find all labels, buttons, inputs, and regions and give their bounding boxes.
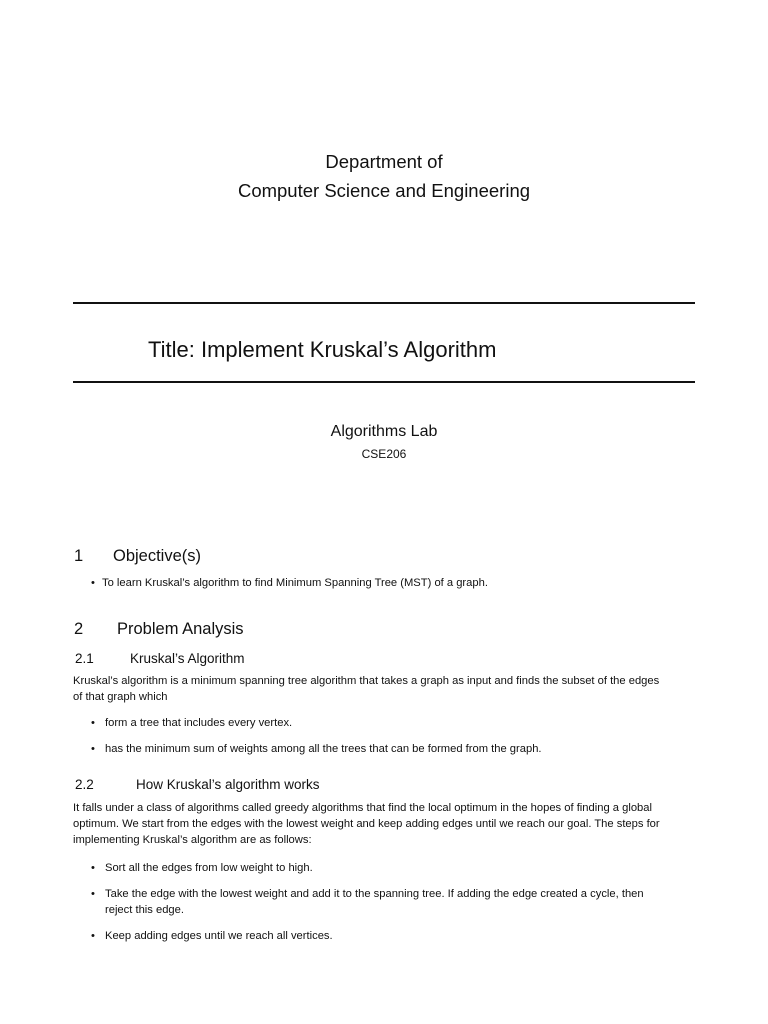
list-item-text: Sort all the edges from low weight to high. [105,862,313,874]
subsection-2-2-heading: How Kruskal’s algorithm works [136,777,320,792]
subsection-2-1-number: 2.1 [75,651,94,666]
bullet-icon: • [91,862,95,874]
bullet-icon: • [91,577,95,589]
list-item-text: has the minimum sum of weights among all the trees that can be formed from the graph. [105,743,542,755]
section-1-heading: Objective(s) [113,547,202,565]
course-code: CSE206 [361,447,407,461]
bullet-icon: • [91,930,95,942]
paragraph-2-2-line-3: implementing Kruskal’s algorithm are as follows: [73,834,312,846]
paragraph-2-2-line-2: optimum. We start from the edges with the lowest weight and keep adding edges until we reach our goal. The steps for [73,818,660,830]
section-2-heading: Problem Analysis [117,620,244,638]
section-1-number: 1 [74,547,84,565]
document-title: Title: Implement Kruskal’s Algorithm [148,337,497,362]
bullet-icon: • [91,888,95,900]
bullet-icon: • [91,743,95,755]
course-name: Algorithms Lab [330,423,438,440]
list-item-text-continued: reject this edge. [105,904,184,916]
bottom-rule [73,381,695,383]
list-item-text: Take the edge with the lowest weight and add it to the spanning tree. If adding the edge created a cycle, then [105,888,644,900]
paragraph-2-1-line-1: Kruskal’s algorithm is a minimum spanning tree algorithm that takes a graph as input and finds the subset of the edges [73,675,660,687]
subsection-2-2-number: 2.2 [75,777,94,792]
subsection-2-1-heading: Kruskal’s Algorithm [130,651,245,666]
department-line-2: Computer Science and Engineering [237,180,531,201]
list-item-text: To learn Kruskal’s algorithm to find Minimum Spanning Tree (MST) of a graph. [102,577,488,589]
paragraph-2-2-line-1: It falls under a class of algorithms called greedy algorithms that find the local optimum in the hopes of finding a global [73,802,652,814]
list-item-text: form a tree that includes every vertex. [105,717,293,729]
section-2-number: 2 [74,620,84,638]
department-line-1: Department of [325,151,443,172]
top-rule [73,302,695,304]
list-item-text: Keep adding edges until we reach all vertices. [105,930,333,942]
paragraph-2-1-line-2: of that graph which [73,691,168,703]
bullet-icon: • [91,717,95,729]
